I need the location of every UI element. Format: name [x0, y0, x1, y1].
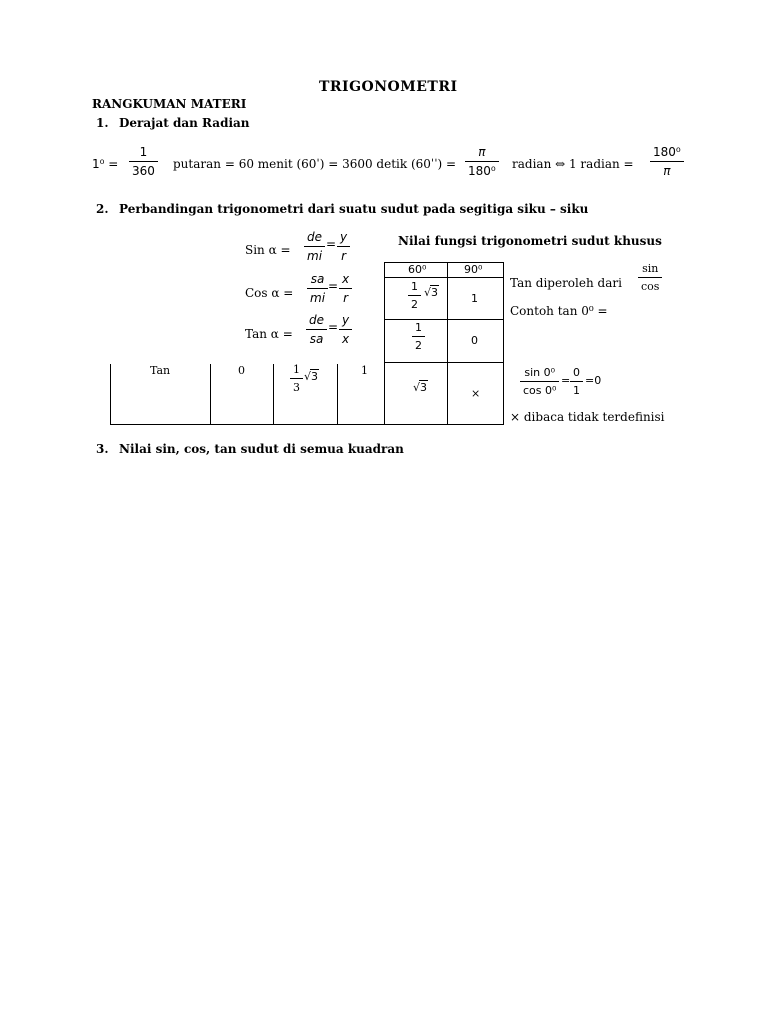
fraction-numerator: sin — [642, 262, 659, 275]
fraction-denominator: mi — [310, 291, 326, 305]
fraction-numerator: de — [309, 313, 324, 327]
section-1-title: Derajat dan Radian — [119, 116, 250, 130]
fraction-numerator: x — [342, 272, 350, 286]
row-label-tan: Tan — [150, 364, 171, 377]
fraction-numerator: 1 — [139, 145, 148, 159]
cell-denominator: 3 — [293, 381, 300, 394]
degree-middle-text: putaran = 60 menit (60ˈ) = 3600 detik (60ˈˈ) = — [173, 157, 457, 171]
fraction-denominator: sa — [309, 332, 324, 346]
fraction-denominator: 360 — [132, 164, 155, 178]
cell-tan-60: √3 — [413, 381, 428, 394]
radicand: 3 — [431, 286, 439, 299]
fraction-denominator: 180⁰ — [468, 164, 496, 178]
fraction-numerator: sa — [310, 272, 325, 286]
equals-sign: = — [561, 374, 571, 387]
fraction-numerator: de — [307, 230, 323, 244]
section-3-number: 3. — [96, 442, 109, 456]
cos-fraction-x-r — [339, 273, 352, 304]
cell-sin-90: 1 — [471, 292, 478, 305]
zero-over-one-fraction — [570, 367, 583, 396]
tan-note-text: Tan diperoleh dari — [510, 276, 622, 290]
equals-sign: = — [328, 279, 339, 293]
tan-label: Tan α = — [245, 327, 293, 341]
sin-fraction-de-mi — [304, 231, 325, 262]
fraction-numerator: y — [340, 230, 348, 244]
tan-fraction-de-sa — [306, 314, 327, 345]
result-zero: =0 — [585, 374, 602, 387]
tan-fraction-y-x — [339, 314, 352, 345]
sin-fraction-y-r — [337, 231, 350, 262]
cell-sin-60 — [408, 281, 421, 310]
radicand: 3 — [420, 381, 428, 394]
cell-numerator: 1 — [411, 280, 418, 293]
cos-fraction-sa-mi — [307, 273, 328, 304]
fraction-denominator: cos — [641, 280, 660, 293]
fraction-denominator: 1 — [573, 384, 580, 397]
fraction-denominator: mi — [307, 249, 323, 263]
header-90-degrees: 90⁰ — [464, 263, 483, 276]
cos-label: Cos α = — [245, 286, 294, 300]
cell-tan-30-fraction — [290, 364, 303, 393]
tan-note-fraction — [638, 263, 662, 292]
special-table-heading: Nilai fungsi trigonometri sudut khusus — [398, 234, 662, 248]
sqrt-three: √3 — [424, 286, 439, 299]
cell-tan-90: × — [471, 387, 481, 400]
cell-denominator: 2 — [415, 339, 422, 352]
page-title: TRIGONOMETRI — [319, 79, 458, 95]
radian-text: radian ⇔ 1 radian = — [512, 157, 634, 171]
fraction-numerator: sin 0⁰ — [524, 366, 556, 379]
sqrt-three: √3 — [304, 370, 319, 383]
fraction-180-over-pi — [650, 146, 684, 177]
fraction-denominator: x — [342, 332, 350, 346]
cell-numerator: 1 — [415, 321, 422, 334]
fraction-one-over-360 — [129, 146, 158, 177]
degree-lhs: 1⁰ = — [92, 157, 119, 171]
cell-denominator: 2 — [411, 298, 418, 311]
section-2-title: Perbandingan trigonometri dari suatu sudut pada segitiga siku – siku — [119, 202, 589, 216]
section-2-number: 2. — [96, 202, 109, 216]
cell-cos-60 — [412, 322, 425, 351]
section-3-title: Nilai sin, cos, tan sudut di semua kuadran — [119, 442, 404, 456]
sin-label: Sin α = — [245, 243, 291, 257]
header-60-degrees: 60⁰ — [408, 263, 427, 276]
cell-cos-90: 0 — [471, 334, 478, 347]
fraction-numerator: 0 — [573, 366, 580, 379]
summary-heading: RANGKUMAN MATERI — [92, 97, 247, 111]
tan-example-fraction — [520, 367, 559, 396]
fraction-numerator: 180⁰ — [653, 145, 681, 159]
fraction-denominator: r — [343, 291, 349, 305]
cell-tan-45: 1 — [361, 364, 368, 377]
fraction-numerator: π — [478, 145, 486, 159]
fraction-denominator: cos 0⁰ — [523, 384, 557, 397]
section-1-number: 1. — [96, 116, 109, 130]
fraction-denominator: π — [663, 164, 671, 178]
equals-sign: = — [328, 320, 339, 334]
fraction-numerator: y — [342, 313, 350, 327]
fraction-pi-over-180 — [465, 146, 499, 177]
equals-sign: = — [326, 237, 337, 251]
cell-numerator: 1 — [293, 363, 300, 376]
cell-tan-0: 0 — [238, 364, 245, 377]
radicand: 3 — [311, 370, 319, 383]
undefined-note: × dibaca tidak terdefinisi — [510, 410, 665, 424]
tan-example-text: Contoh tan 0⁰ = — [510, 304, 608, 318]
fraction-denominator: r — [341, 249, 347, 263]
